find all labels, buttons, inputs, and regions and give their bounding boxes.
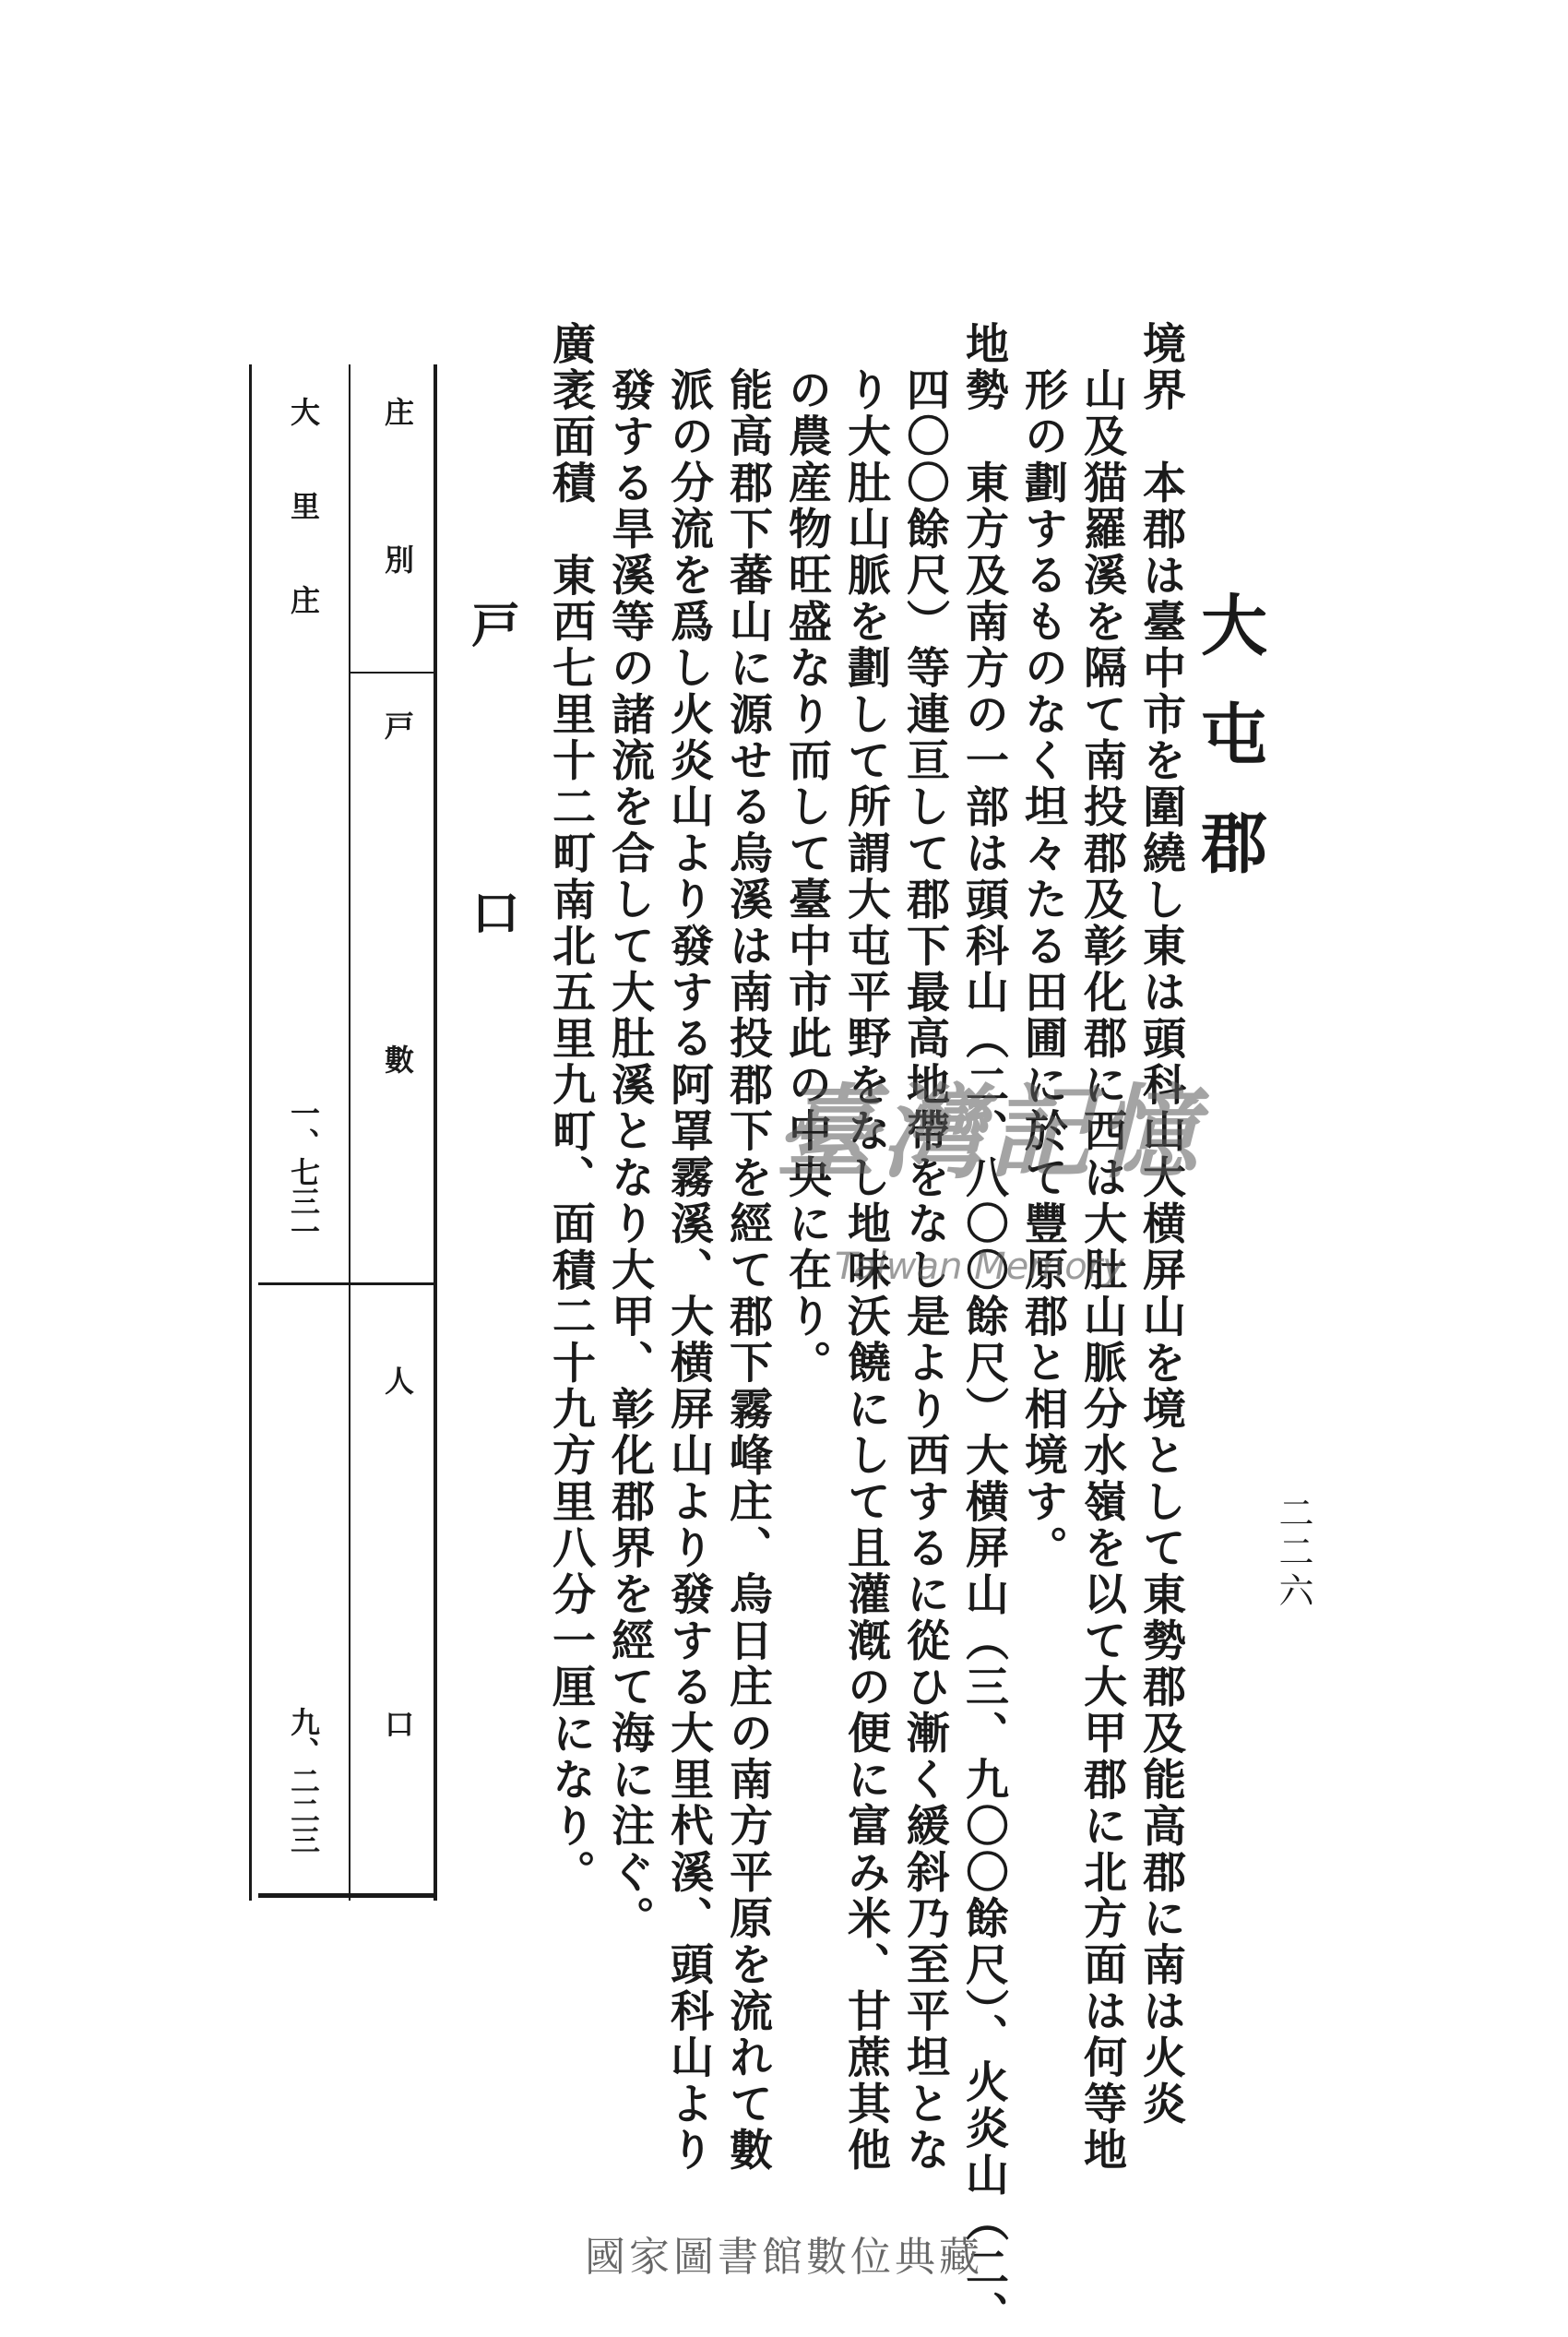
table-header-households: 戸數 — [380, 710, 415, 1378]
section-heading — [457, 600, 526, 936]
table-header-population: 人口 — [380, 1365, 415, 2052]
watermark-logo: 臺灣記憶 — [775, 1074, 1203, 1192]
body-column-11: 廣袤面積 東西七里十二町南北五里九町、面積二十九方里八分一厘になり。 — [545, 321, 596, 1896]
table-row-households: 一、七三一 — [286, 1098, 321, 1246]
body-column-9: 派の分流を爲し火炎山より發する阿罩霧溪、大横屏山より發する大里杙溪、頭科山より — [663, 367, 714, 2174]
body-column-3: 形の劃するものなく坦々たる田圃に於て豐原郡と相境す。 — [1017, 367, 1068, 1572]
body-column-10: 發する旱溪等の諸流を合して大肚溪となり大甲、彰化郡界を經て海に注ぐ。 — [604, 367, 655, 1942]
page-title: 大屯郡 — [1190, 590, 1268, 917]
section-heading-second: 口 — [463, 888, 519, 936]
table-row-name: 大里庄 — [286, 397, 321, 679]
body-column-2: 山及猫羅溪を隔て南投郡及彰化郡に西は大肚山脈分水嶺を以て大甲郡に北方面は何等地 — [1076, 367, 1127, 2174]
body-column-4: 地勢 東方及南方の一部は頭科山（二、八〇〇餘尺）大横屏山（三、九〇〇餘尺）、火炎山（二、 — [958, 321, 1009, 2337]
table-header-rule — [349, 364, 350, 1901]
body-column-6: り大肚山脈を劃して所謂大屯平野をなし地味沃饒にして且灌漑の便に富み米、甘蔗其他 — [840, 367, 891, 2174]
body-column-7: の農産物旺盛なり而して臺中市此の中央に在り。 — [781, 367, 832, 1387]
watermark-subtext: Taiwan Memory — [835, 1246, 1124, 1288]
table-bottom-rule — [249, 364, 252, 1901]
table-header-row-label: 庄別 — [380, 397, 415, 692]
page-number: 二二六 — [1273, 1495, 1313, 1611]
body-column-1: 境界 本郡は臺中市を圍繞し東は頭科山大横屏山を境として東勢郡及能高郡に南は火炎 — [1135, 321, 1186, 2128]
section-heading-first: 戸 — [463, 600, 519, 648]
body-column-8: 能高郡下蕃山に源せる烏溪は南投郡下を經て郡下霧峰庄、烏日庄の南方平原を流れて數 — [722, 367, 773, 2174]
table-row-population: 九、二二三 — [286, 1707, 321, 1854]
body-column-5: 四〇〇餘尺）等連亘して郡下最高地帶をなし是より西するに從ひ漸く緩斜乃至平坦とな — [899, 367, 950, 2174]
table-top-rule — [434, 364, 437, 1901]
footer-credit: 國家圖書館數位典藏 — [585, 2234, 983, 2281]
